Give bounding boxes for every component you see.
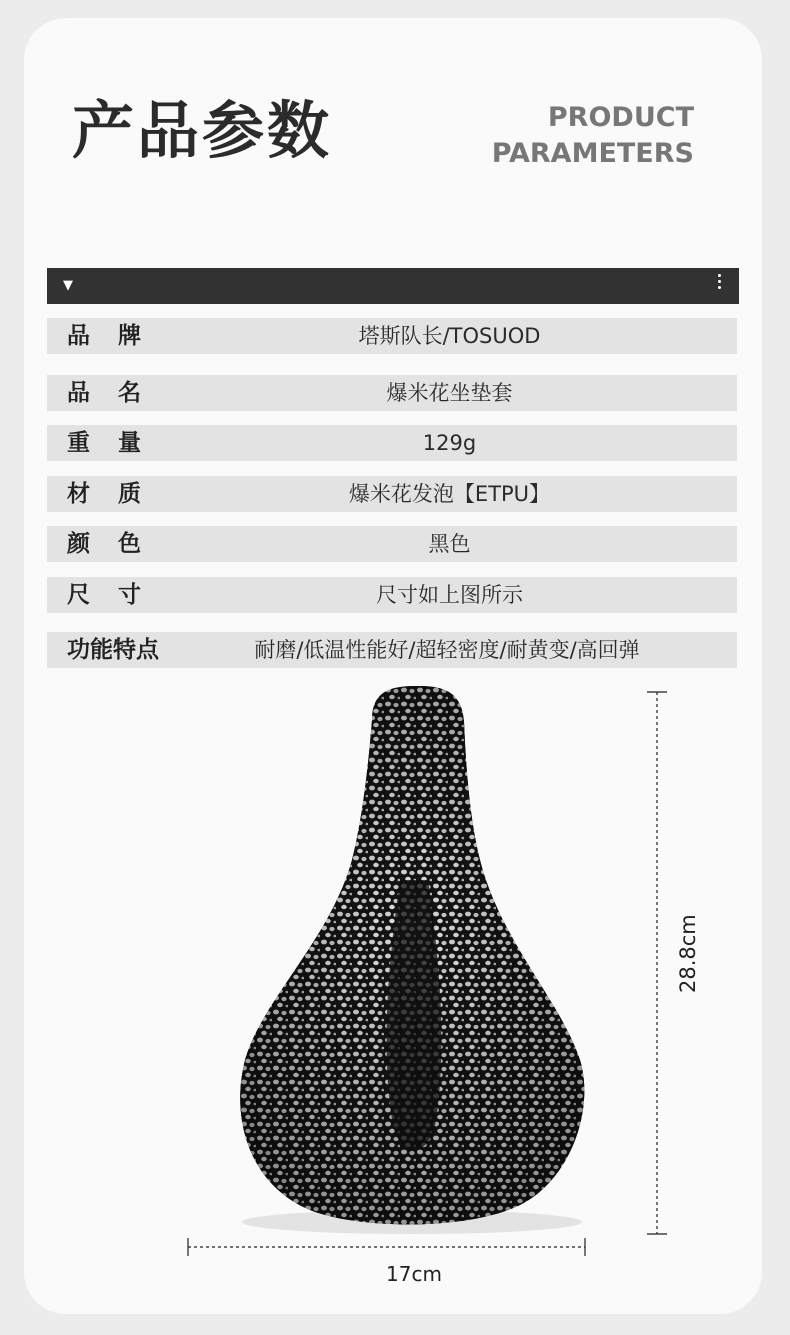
page-title: 产品参数 bbox=[72, 94, 333, 167]
param-value: 耐磨/低温性能好/超轻密度/耐黄变/高回弹 bbox=[254, 638, 640, 662]
param-label: 重量 bbox=[67, 430, 169, 456]
param-value: 黑色 bbox=[428, 532, 471, 556]
length-dimension-label: 28.8cm bbox=[676, 914, 700, 993]
param-label: 材质 bbox=[67, 481, 169, 507]
param-label: 品名 bbox=[67, 380, 169, 406]
param-label: 品牌 bbox=[67, 323, 169, 349]
triangle-down-icon[interactable]: ▼ bbox=[63, 278, 73, 293]
param-value: 爆米花坐垫套 bbox=[386, 381, 513, 405]
param-value: 爆米花发泡【ETPU】 bbox=[348, 482, 551, 506]
param-value: 尺寸如上图所示 bbox=[376, 583, 523, 607]
subtitle-line-1: PRODUCT bbox=[547, 102, 694, 133]
width-dimension-label: 17cm bbox=[386, 1262, 442, 1286]
param-value: 塔斯队长/TOSUOD bbox=[358, 324, 541, 348]
param-value: 129g bbox=[422, 431, 477, 455]
param-label: 尺寸 bbox=[67, 582, 169, 608]
param-label: 颜色 bbox=[67, 531, 169, 557]
subtitle-line-2: PARAMETERS bbox=[491, 138, 694, 169]
param-label: 功能特点 bbox=[67, 637, 159, 663]
